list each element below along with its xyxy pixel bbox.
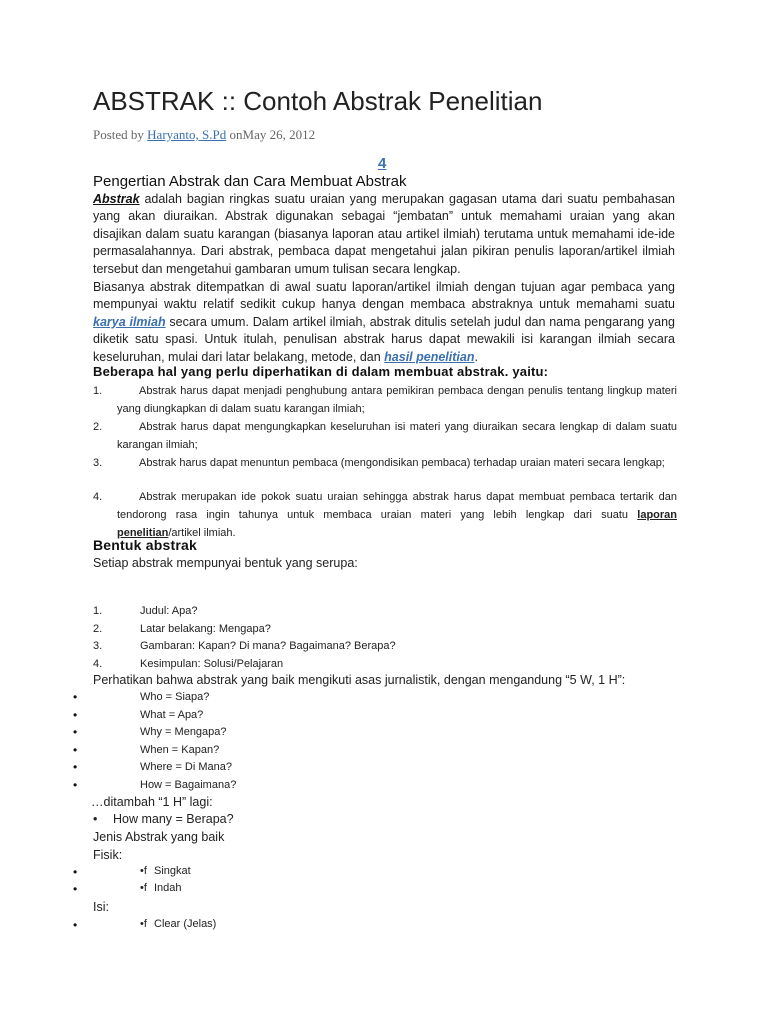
bullet-icon: • [73,865,78,879]
comment-count-link[interactable]: 4 [378,155,387,172]
bullet-icon: • [73,708,78,722]
ditambah-text: …ditambah “1 H” lagi: [91,795,213,809]
bullet-icon: • [73,743,78,757]
sub-bullet-icon: •f [140,918,147,930]
list-item-text: Abstrak harus dapat mengungkapkan keseluruhan isi materi yang diuraikan secara lengkap di dalam suatu karangan ilmiah; [117,421,677,451]
heading-beberapa: Beberapa hal yang perlu diperhatikan di dalam membuat abstrak. yaitu: [93,364,549,379]
post-meta [93,127,315,143]
bentuk-text-4: Kesimpulan: Solusi/Pelajaran [140,658,284,670]
bentuk-text-1: Judul: Apa? [140,605,198,617]
hasil-penelitian-link[interactable]: hasil penelitian [384,349,475,364]
list-item-text: Abstrak harus dapat menjadi penghubung antara pemikiran pembaca dengan penulis tentang lingkup materi yang diungkapkan di dalam suatu karangan ilmiah; [117,385,677,415]
list-item-text-part: Abstrak merupakan ide pokok suatu uraian sehingga abstrak harus dapat membuat pembaca tertarik dan tendorong rasa ingin tahunya untuk membaca uraian materi yang lebih lengkap dari suatu [117,491,677,521]
list-item-text [117,488,677,542]
isi-label: Isi: [93,900,109,914]
bullet-icon: • [73,882,78,896]
paragraph-text: secara umum. Dalam artikel ilmiah, abstrak ditulis setelah judul dan nama pengarang yang diketik satu spasi. Untuk itulah, penulisan abstrak harus dapat mewakili isi karangan ilmiah secara keseluruhan, mulai dari latar belakang, metode, dan [93,314,675,364]
bentuk-num-4: 4. [93,658,103,670]
bentuk-text-2: Latar belakang: Mengapa? [140,623,271,635]
paragraph-text: . [474,349,478,364]
bentuk-num-2: 2. [93,623,103,635]
fisik-item-indah: Indah [154,882,182,894]
fisik-label: Fisik: [93,848,123,862]
list-number: 4. [93,491,103,503]
page-title: ABSTRAK :: Contoh Abstrak Penelitian [93,86,543,116]
bullet-icon: • [73,918,78,932]
bentuk-num-1: 1. [93,605,103,617]
how-many-text: How many = Berapa? [113,812,234,826]
paragraph-text: adalah bagian ringkas suatu uraian yang merupakan gagasan utama dari suatu pembahasan yang akan diuraikan. Abstrak digunakan sebagai “jembatan” untuk memahami uraian yang akan disajikan dalam suatu karangan (biasanya laporan atau artikel ilmiah) terutama untuk memahami ide-ide permasalahannya. Dari abstrak, pembaca dapat mengetahui jalan pikiran penulis laporan/artikel ilmiah tersebut dan mengetahui gambaran umum tulisan secara lengkap. [93,192,675,276]
bullet-icon: • [93,812,98,826]
paragraph-placement [93,279,675,366]
bentuk-intro: Setiap abstrak mempunyai bentuk yang serupa: [93,556,358,570]
list-item-text: Abstrak harus dapat menuntun pembaca (mengondisikan pembaca) terhadap uraian materi secara lengkap; [139,457,665,469]
section-title: Pengertian Abstrak dan Cara Membuat Abstrak [93,173,407,190]
list-number: 1. [93,385,103,397]
list-number: 2. [93,421,103,433]
fisik-item-singkat: Singkat [154,865,191,877]
bullet-icon: • [73,778,78,792]
karya-ilmiah-link[interactable]: karya ilmiah [93,314,166,329]
w-item-when: When = Kapan? [140,744,220,756]
bullet-icon: • [73,725,78,739]
bentuk-num-3: 3. [93,640,103,652]
bullet-icon: • [73,690,78,704]
bullet-icon: • [73,760,78,774]
w-item-where: Where = Di Mana? [140,761,233,773]
w-item-why: Why = Mengapa? [140,726,227,738]
sub-bullet-icon: •f [140,865,147,877]
heading-bentuk: Bentuk abstrak [93,537,197,553]
w-item-who: Who = Siapa? [140,691,210,703]
laporan-penelitian-link[interactable]: laporan penelitian [117,509,677,539]
isi-item-clear: Clear (Jelas) [154,918,217,930]
perhatikan-text: Perhatikan bahwa abstrak yang baik mengikuti asas jurnalistik, dengan mengandung “5 W, 1 H”: [93,673,626,687]
list-item-text-tail: /artikel ilmiah. [168,527,236,539]
sub-bullet-icon: •f [140,882,147,894]
w-item-what: What = Apa? [140,709,204,721]
jenis-text: Jenis Abstrak yang baik [93,830,225,844]
w-item-how: How = Bagaimana? [140,779,237,791]
paragraph-text: Biasanya abstrak ditempatkan di awal suatu laporan/artikel ilmiah dengan tujuan agar pembaca yang mempunyai waktu relatif sedikit cukup hanya dengan membaca abstraknya untuk memahami suatu [93,280,675,312]
author-link[interactable]: Haryanto, S.Pd [147,127,227,142]
list-number: 3. [93,457,103,469]
keyword-abstrak[interactable]: Abstrak [93,192,140,206]
post-date: onMay 26, 2012 [226,127,316,142]
paragraph-definition [93,191,675,278]
bentuk-text-3: Gambaran: Kapan? Di mana? Bagaimana? Berapa? [140,640,396,652]
posted-by-label: Posted by [93,127,148,142]
